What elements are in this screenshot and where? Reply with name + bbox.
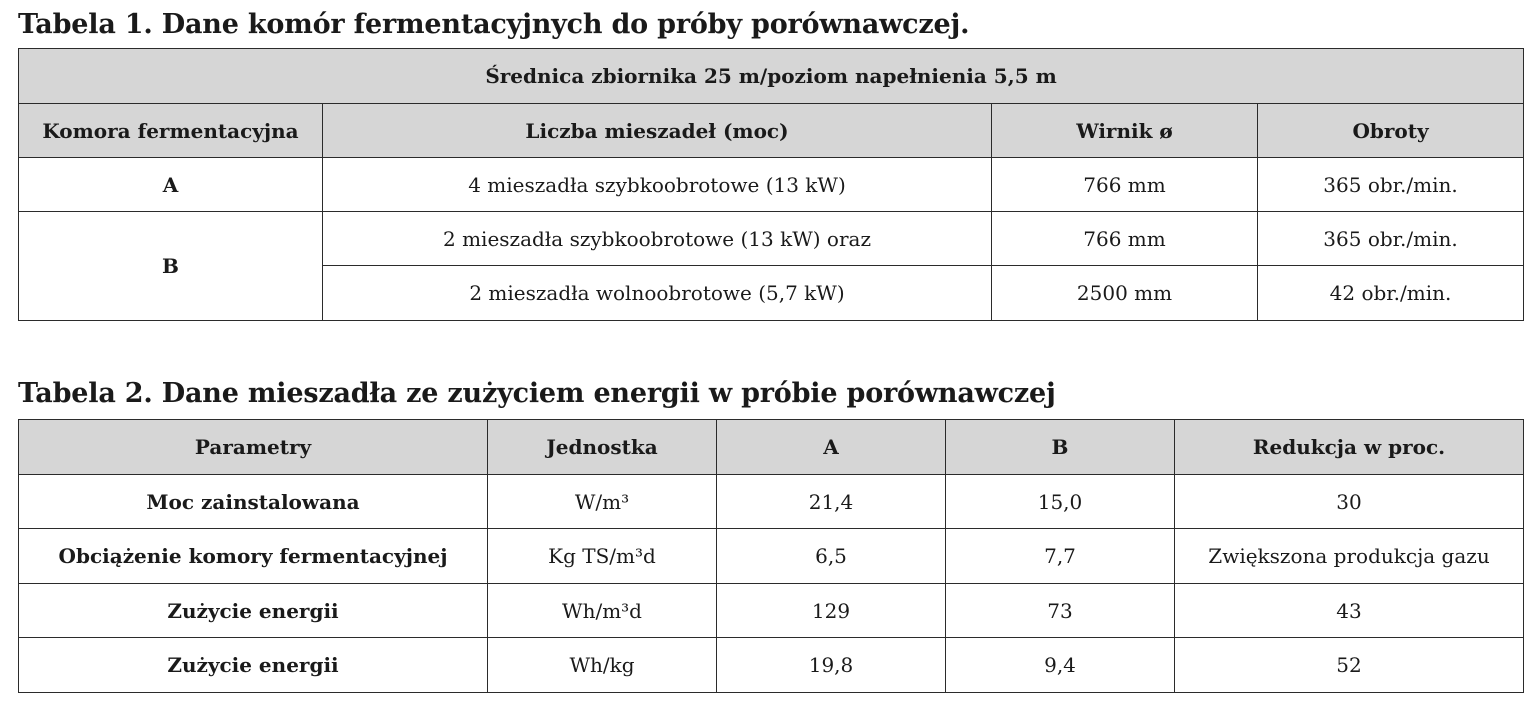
table2-cell-unit: W/m³ [488,475,717,529]
table2-header-a: A [717,420,946,475]
table1-digester-data [18,48,1524,321]
table2-cell-a: 6,5 [717,529,946,584]
table1-header-chamber: Komora fermentacyjna [19,104,323,158]
table2-cell-param: Zużycie energii [19,584,488,638]
table2-cell-unit: Wh/kg [488,638,717,693]
table-row [19,212,1524,266]
table-row [19,638,1524,693]
table2-cell-unit: Kg TS/m³d [488,529,717,584]
table1-cell-impeller: 766 mm [992,158,1258,212]
table1-header-mixers: Liczba mieszadeł (moc) [323,104,992,158]
table-row [19,584,1524,638]
table2-cell-b: 7,7 [946,529,1175,584]
table2-cell-reduction: 30 [1175,475,1524,529]
table2-cell-param: Zużycie energii [19,638,488,693]
table1-cell-mixers: 2 mieszadła wolnoobrotowe (5,7 kW) [323,266,992,321]
table2-header-unit: Jednostka [488,420,717,475]
table2-cell-reduction: Zwiększona produkcja gazu [1175,529,1524,584]
table2-cell-a: 19,8 [717,638,946,693]
table2-cell-param: Obciążenie komory fermentacyjnej [19,529,488,584]
table1-header-impeller: Wirnik ø [992,104,1258,158]
table1-cell-impeller: 2500 mm [992,266,1258,321]
table2-header-param: Parametry [19,420,488,475]
table2-cell-b: 73 [946,584,1175,638]
table1-cell-mixers: 2 mieszadła szybkoobrotowe (13 kW) oraz [323,212,992,266]
table2-cell-reduction: 52 [1175,638,1524,693]
table2-energy-data [18,419,1524,693]
table2-header-b: B [946,420,1175,475]
table2-caption: Tabela 2. Dane mieszadła ze zużyciem energii w próbie porównawczej [18,378,1056,409]
table1-cell-speed: 42 obr./min. [1258,266,1524,321]
table1-cell-speed: 365 obr./min. [1258,158,1524,212]
table2-cell-unit: Wh/m³d [488,584,717,638]
table2-cell-b: 15,0 [946,475,1175,529]
table-row [19,529,1524,584]
table1-cell-impeller: 766 mm [992,212,1258,266]
table1-header-speed: Obroty [1258,104,1524,158]
table1-cell-mixers: 4 mieszadła szybkoobrotowe (13 kW) [323,158,992,212]
table2-cell-a: 21,4 [717,475,946,529]
table1-cell-speed: 365 obr./min. [1258,212,1524,266]
table-row [19,475,1524,529]
table2-header-reduction: Redukcja w proc. [1175,420,1524,475]
table2-cell-a: 129 [717,584,946,638]
table1-caption: Tabela 1. Dane komór fermentacyjnych do próby porównawczej. [18,9,970,40]
table1-cell-chamber: A [19,158,323,212]
table2-cell-param: Moc zainstalowana [19,475,488,529]
table2-cell-b: 9,4 [946,638,1175,693]
table1-banner: Średnica zbiornika 25 m/poziom napełnienia 5,5 m [19,49,1524,104]
table2-cell-reduction: 43 [1175,584,1524,638]
table-row [19,158,1524,212]
table1-cell-chamber: B [19,212,323,321]
